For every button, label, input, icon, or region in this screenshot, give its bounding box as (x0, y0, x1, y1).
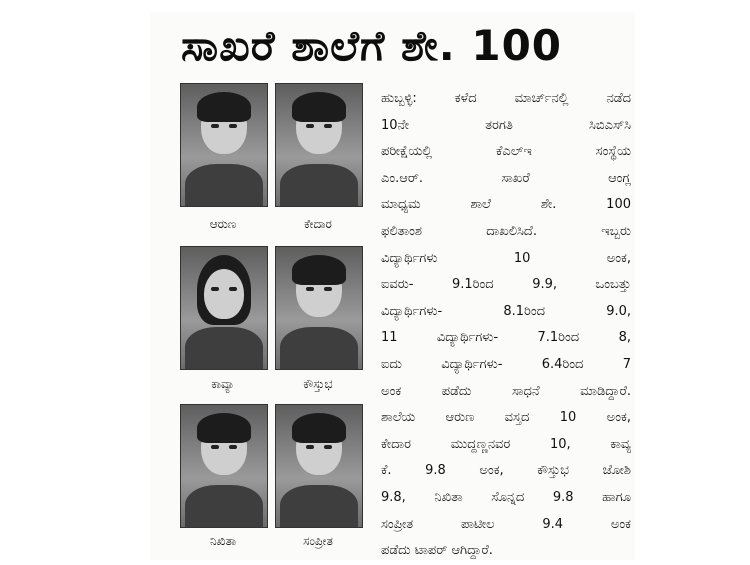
article-line: 9.8, ನಿಖಿತಾ ಸೊನ್ನದ 9.8 ಹಾಗೂ (381, 489, 631, 505)
student-photo-6 (275, 404, 363, 528)
student-photo-1 (180, 83, 268, 207)
article-line: 11 ವಿದ್ಯಾರ್ಥಿಗಳು- 7.1ರಿಂದ 8, (381, 330, 631, 346)
article-line: ಫಲಿತಾಂಶ ದಾಖಲಿಸಿದೆ. ಇಬ್ಬರು (381, 223, 631, 239)
article-line: ಎಂ.ಆರ್. ಸಾಖರೆ ಆಂಗ್ಲ (381, 170, 631, 186)
article-line: ಐವರು- 9.1ರಿಂದ 9.9, ಒಂಬತ್ತು (381, 277, 631, 293)
article-line: ಕೆ. 9.8 ಅಂಕ, ಕೌಸ್ತುಭ ಜೋಶಿ (381, 463, 631, 479)
student-photo-3 (180, 246, 268, 370)
headline: ಸಾಖರೆ ಶಾಲೆಗೆ ಶೇ. 100 (181, 21, 563, 70)
student-name-3: ಕಾವ್ಯಾ (211, 377, 235, 391)
article-line: 10ನೇ ತರಗತಿ ಸಿಬಿಎಸ್‌ಸಿ (381, 117, 631, 133)
student-name-1: ಆರುಣ (209, 217, 237, 231)
student-name-2: ಕೇದಾರ (304, 217, 332, 231)
article-line: ಮಾಧ್ಯಮ ಶಾಲೆ ಶೇ. 100 (381, 197, 631, 213)
article-line: ಸಂಪ್ರೀತ ಪಾಟೀಲ 9.4 ಅಂಕ (381, 516, 631, 532)
student-name-4: ಕೌಸ್ತುಭ (303, 377, 333, 391)
article-line: ವಿದ್ಯಾರ್ಥಿಗಳು 10 ಅಂಕ, (381, 250, 631, 266)
article-line: ಪಡೆದು ಟಾಪರ್ ಆಗಿದ್ದಾರೆ. (381, 543, 493, 559)
article-line: ವಿದ್ಯಾರ್ಥಿಗಳು- 8.1ರಿಂದ 9.0, (381, 303, 631, 319)
student-name-6: ಸಂಪ್ರೀತ (303, 534, 333, 548)
article-line: ಅಂಕ ಪಡೆದು ಸಾಧನೆ ಮಾಡಿದ್ದಾರೆ. (381, 383, 631, 399)
student-photo-4 (275, 246, 363, 370)
article-line: ಶಾಲೆಯ ಆರುಣ ವಸ್ತದ 10 ಅಂಕ, (381, 410, 631, 426)
article-line: ಕೇದಾರ ಮುದ್ದಣ್ಣನವರ 10, ಕಾವ್ಯ (381, 436, 631, 452)
article-body (381, 86, 631, 565)
student-name-5: ನಿಖಿತಾ (209, 534, 237, 548)
student-photo-2 (275, 83, 363, 207)
article-line: ಐದು ವಿದ್ಯಾರ್ಥಿಗಳು- 6.4ರಿಂದ 7 (381, 356, 631, 372)
article-line: ಹುಬ್ಬಳ್ಳಿ: ಕಳೆದ ಮಾರ್ಚ್‌ನಲ್ಲಿ ನಡೆದ (381, 91, 631, 106)
student-photo-5 (180, 404, 268, 528)
article-line: ಪರೀಕ್ಷೆಯಲ್ಲಿ ಕೆಎಲ್‌ಇ ಸಂಸ್ಥೆಯ (381, 144, 631, 160)
